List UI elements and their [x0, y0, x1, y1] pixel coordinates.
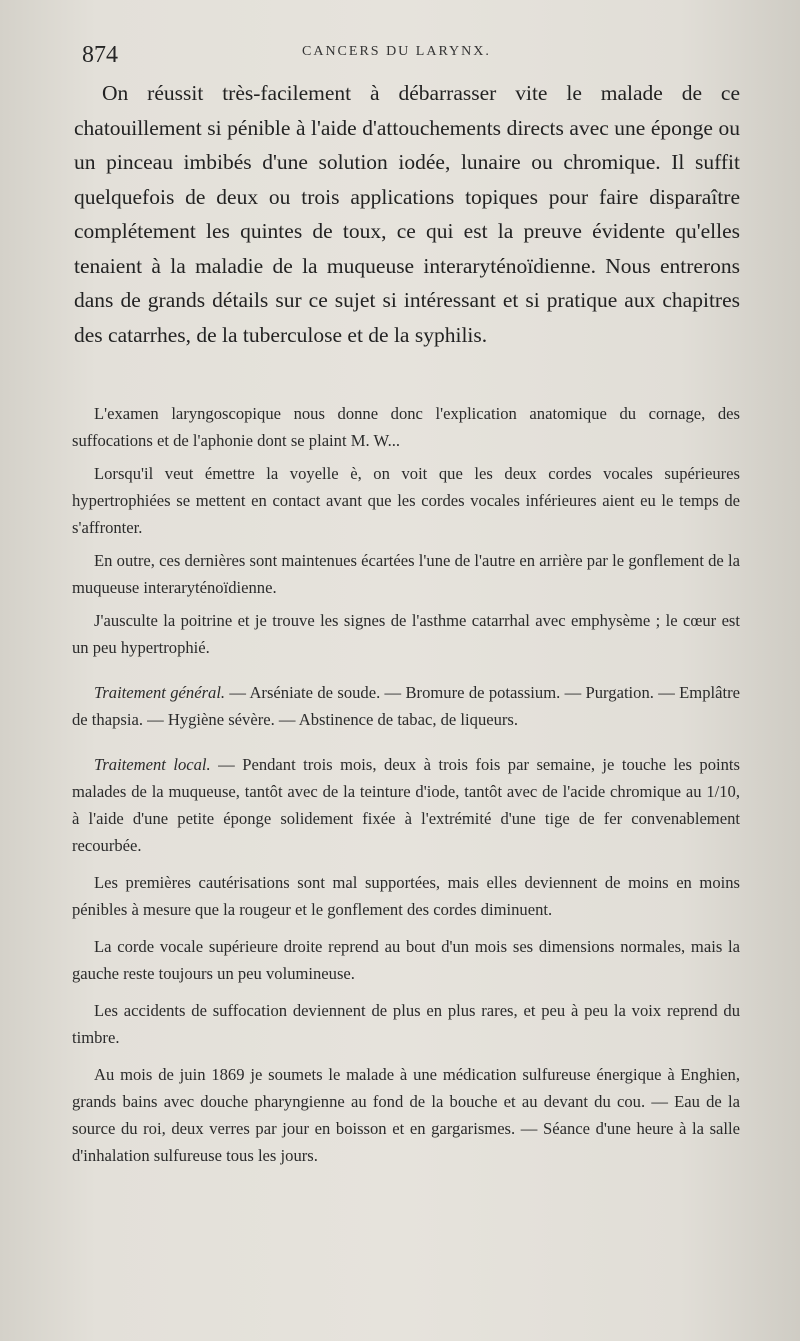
paragraph-laryngoscopy: L'examen laryngoscopique nous donne donc l'explication anatomique du cornage, des suffocations et de l'aphonie dont se plaint M. W...: [72, 404, 740, 450]
paragraph-cords: En outre, ces dernières sont maintenues écartées l'une de l'autre en arrière par le gonflement de la muqueuse interaryténoïdienne.: [72, 551, 740, 597]
paragraph-suffocation: Les accidents de suffocation deviennent de plus en plus rares, et peu à peu la voix reprend du timbre.: [72, 1001, 740, 1047]
lead-paragraph: On réussit très-facilement à débarrasser vite le malade de ce chatouillement si pénible à l'aide d'attouchements directs avec une éponge ou un pinceau imbibés d'une solution iodée, lunaire ou chromique. Il suffit quelquefois de deux ou trois applications topiques pour faire disparaître complétement les quintes de toux, ce qui est la preuve évidente qu'elles tenaient à la maladie de la muqueuse interaryténoïdienne. Nous entrerons dans de grands détails sur ce sujet si intéressant et si pratique aux chapitres des catarrhes, de la tuberculose et de la syphilis.: [74, 81, 740, 347]
paragraph-sulfur-treatment: Au mois de juin 1869 je soumets le malade à une médication sulfureuse énergique à Enghien, grands bains avec douche pharyngienne au fond de la bouche et au devant du cou. — Eau de la source du roi, deux verres par jour en boisson et en gargarismes. — Séance d'une heure à la salle d'inhalation sulfureuse tous les jours.: [72, 1065, 740, 1165]
page-number: 874: [82, 42, 118, 68]
paragraph-vowel: Lorsqu'il veut émettre la voyelle è, on voit que les deux cordes vocales supérieures hypertrophiées se mettent en contact avant que les cordes vocales inférieures aient eu le temps de s'affronter.: [72, 464, 740, 537]
running-head: CANCERS DU LARYNX.: [302, 44, 491, 59]
paragraph-auscultation: J'ausculte la poitrine et je trouve les signes de l'asthme catarrhal avec emphysème ; le cœur est un peu hypertrophié.: [72, 611, 740, 657]
paragraph-cauterization: Les premières cautérisations sont mal supportées, mais elles deviennent de moins en moins pénibles à mesure que la rougeur et le gonflement des cordes diminuent.: [72, 873, 740, 919]
paragraph-local-treatment: [72, 751, 740, 859]
page-header: [82, 40, 742, 70]
paragraph-general-treatment: [72, 679, 740, 733]
local-treatment-text: — Pendant trois mois, deux à trois fois par semaine, je touche les points malades de la muqueuse, tantôt avec de la teinture d'iode, tantôt avec de l'acide chromique au 1/10, à l'aide d'une petite éponge solidement fixée à l'extrémité d'une tige de fer convenablement recourbée.: [72, 755, 740, 855]
general-treatment-label: Traitement général.: [94, 683, 226, 702]
paragraph-vocal-cord: La corde vocale supérieure droite reprend au bout d'un mois ses dimensions normales, mais la gauche reste toujours un peu volumineuse.: [72, 937, 740, 983]
general-treatment-text: — Arséniate de soude. — Bromure de potassium. — Purgation. — Emplâtre de thapsia. — Hygiène sévère. — Abstinence de tabac, de liqueurs.: [72, 683, 740, 729]
body-text: [72, 400, 740, 1175]
local-treatment-label: Traitement local.: [94, 755, 211, 774]
